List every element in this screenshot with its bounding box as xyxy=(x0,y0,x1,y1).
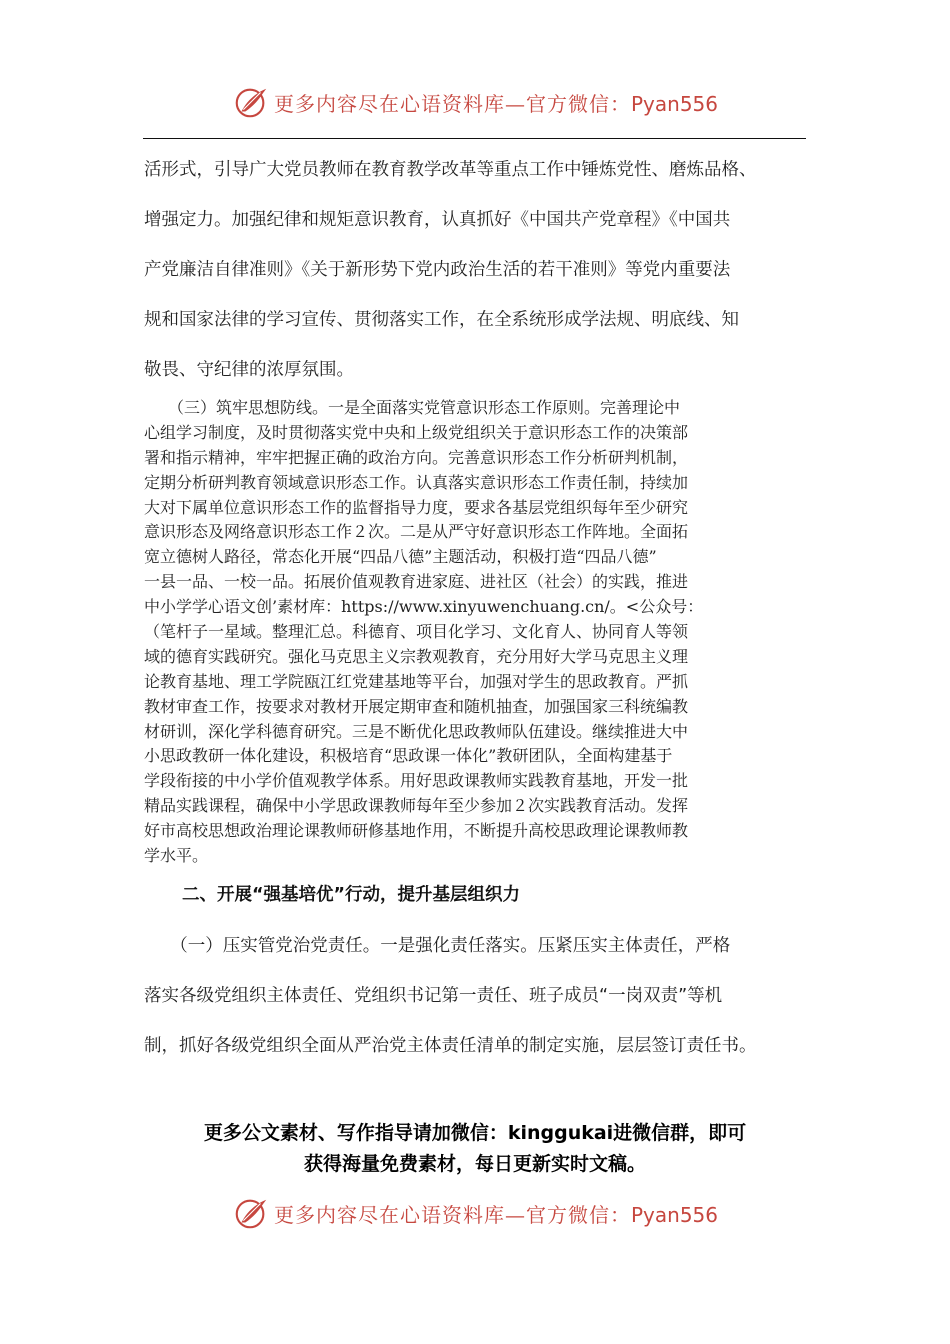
paragraph-line: 宽立德树人路径，常态化开展“四品八德”主题活动，积极打造“四品八德” xyxy=(144,547,657,567)
paragraph-line: 活形式，引导广大党员教师在教育教学改革等重点工作中锤炼党性、磨炼品格、 xyxy=(144,160,757,180)
paragraph-line: 署和指示精神，牢牢把握正确的政治方向。完善意识形态工作分析研判机制， xyxy=(144,447,689,467)
paragraph-line: （三）筑牢思想防线。一是全面落实党管意识形态工作原则。完善理论中 xyxy=(144,398,681,417)
section-heading: 二、开展“强基培优”行动，提升基层组织力 xyxy=(182,885,521,905)
header-divider xyxy=(143,138,806,139)
paragraph-line: 意识形态及网络意识形态工作２次。二是从严守好意识形态工作阵地。全面拓 xyxy=(144,522,689,542)
banner-main-text: 更多内容尽在心语资料库—官方微信： xyxy=(273,91,631,116)
section-one-paragraph xyxy=(144,921,814,1071)
banner-wechat-id: Pyan556 xyxy=(630,1202,718,1227)
leaf-logo-icon xyxy=(232,83,270,121)
paragraph-line: 规和国家法律的学习宣传、贯彻落实工作，在全系统形成学法规、明底线、知 xyxy=(144,310,739,330)
paragraph-line: 敬畏、守纪律的浓厚氛围。 xyxy=(144,360,354,380)
section-three-paragraph xyxy=(144,396,814,869)
header-banner xyxy=(0,80,950,124)
paragraph-line: 域的德育实践研究。强化马克思主义宗教观教育，充分用好大学马克思主义理 xyxy=(144,646,689,666)
continuation-paragraph xyxy=(144,145,814,395)
banner-text xyxy=(274,88,718,117)
paragraph-line: 学水平。 xyxy=(144,846,209,866)
paragraph-line: 大对下属单位意识形态工作的监督指导力度，要求各基层党组织每年至少研究 xyxy=(144,497,689,517)
promo-note xyxy=(0,1118,950,1180)
paragraph-line: 精品实践课程，确保中小学思政课教师每年至少参加２次实践教育活动。发挥 xyxy=(144,796,689,816)
promo-note-line: 更多公文素材、写作指导请加微信：kinggukai进微信群，即可 xyxy=(203,1122,747,1144)
paragraph-line: 产党廉洁自律准则》《关于新形势下党内政治生活的若干准则》等党内重要法 xyxy=(144,260,731,280)
paragraph-line: 小思政教研一体化建设，积极培育“思政课一体化”教研团队，全面构建基于 xyxy=(144,746,673,766)
paragraph-line: 论教育基地、理工学院瓯江红党建基地等平台，加强对学生的思政教育。严抓 xyxy=(144,671,689,691)
paragraph-line: 学段衔接的中小学价值观教学体系。用好思政课教师实践教育基地，开发一批 xyxy=(144,771,689,791)
paragraph-line: 好市高校思想政治理论课教师研修基地作用，不断提升高校思政理论课教师教 xyxy=(144,821,689,841)
paragraph-line: 落实各级党组织主体责任、党组织书记第一责任、班子成员“一岗双责”等机 xyxy=(144,986,723,1006)
paragraph-line: 制，抓好各级党组织全面从严治党主体责任清单的制定实施，层层签订责任书。 xyxy=(144,1036,757,1056)
paragraph-line: 材研训，深化学科德育研究。三是不断优化思政教师队伍建设。继续推进大中 xyxy=(144,721,689,741)
leaf-logo-icon xyxy=(232,1194,270,1232)
paragraph-line: （一）压实管党治党责任。一是强化责任落实。压紧压实主体责任，严格 xyxy=(144,936,731,956)
paragraph-line: 一县一品、一校一品。拓展价值观教育进家庭、进社区（社会）的实践，推进 xyxy=(144,572,689,592)
footer-banner xyxy=(0,1191,950,1235)
paragraph-line: 增强定力。加强纪律和规矩意识教育，认真抓好《中国共产党章程》《中国共 xyxy=(144,210,731,230)
banner-main-text: 更多内容尽在心语资料库—官方微信： xyxy=(273,1202,631,1227)
paragraph-line: 中小学学心语文创’素材库：https://www.xinyuwenchuang.cn/。<公众号： xyxy=(144,597,704,617)
paragraph-line: 教材审查工作，按要求对教材开展定期审查和随机抽查，加强国家三科统编教 xyxy=(144,696,689,716)
paragraph-line: （笔杆子一星域。整理汇总。科德育、项目化学习、文化育人、协同育人等领 xyxy=(144,622,689,642)
paragraph-line: 定期分析研判教育领域意识形态工作。认真落实意识形态工作责任制，持续加 xyxy=(144,472,689,492)
paragraph-line: 心组学习制度，及时贯彻落实党中央和上级党组织关于意识形态工作的决策部 xyxy=(144,422,689,442)
promo-note-line: 获得海量免费素材，每日更新实时文稿。 xyxy=(303,1153,646,1175)
banner-text xyxy=(274,1199,718,1228)
banner-wechat-id: Pyan556 xyxy=(630,91,718,116)
